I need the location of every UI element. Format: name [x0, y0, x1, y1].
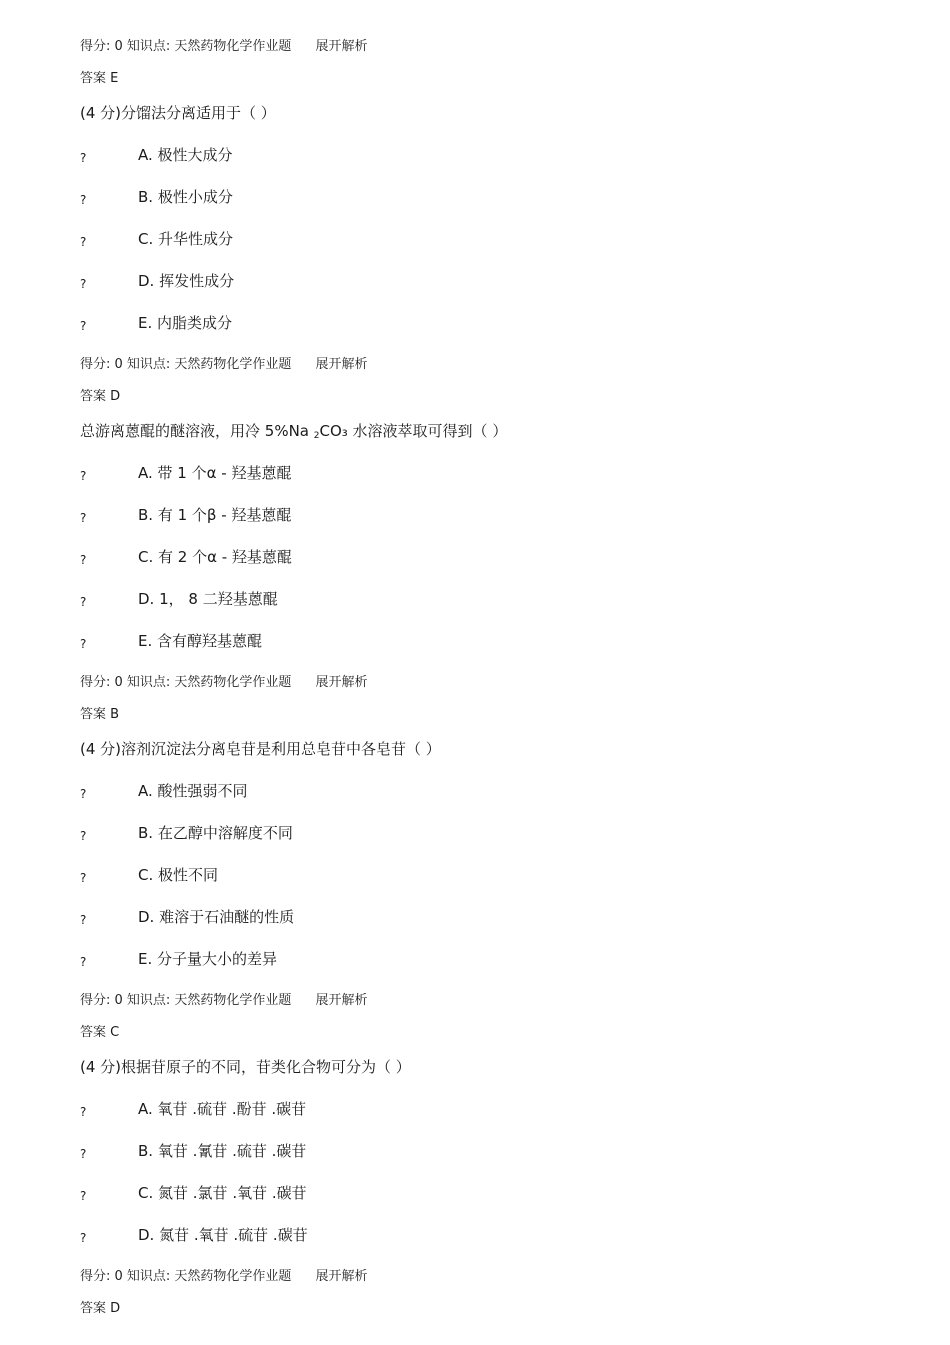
question-text: (4 分)分馏法分离适用于（ ） [80, 104, 276, 122]
option-label: A. 极性大成分 [138, 146, 233, 164]
answer-key: 答案 C [80, 1025, 120, 1040]
question-text-part: CO₃ 水溶液萃取可得到（ ） [319, 422, 508, 440]
answer-option[interactable] [80, 1096, 900, 1138]
question-text: (4 分)溶剂沉淀法分离皂苷是利用总皂苷中各皂苷（ ） [80, 740, 441, 758]
option-marker-icon: ? [80, 235, 87, 249]
option-label: A. 酸性强弱不同 [138, 782, 248, 800]
document-page [80, 34, 900, 1330]
score-line [80, 1264, 900, 1296]
option-marker-icon: ? [80, 1189, 87, 1203]
option-label: E. 内脂类成分 [138, 314, 233, 332]
option-marker-icon: ? [80, 469, 87, 483]
option-marker-icon: ? [80, 787, 87, 801]
option-label: C. 氮苷 .氯苷 .氧苷 .碳苷 [138, 1184, 307, 1202]
answer-option[interactable] [80, 946, 900, 988]
expand-analysis-link[interactable]: 展开解析 [315, 39, 368, 54]
formula-subscript: 2 [313, 431, 320, 441]
answer-key: 答案 D [80, 1301, 121, 1316]
option-marker-icon: ? [80, 829, 87, 843]
answer-option[interactable] [80, 184, 900, 226]
answer-option[interactable] [80, 1138, 900, 1180]
option-label: A. 氧苷 .硫苷 .酚苷 .碳苷 [138, 1100, 307, 1118]
option-label: B. 在乙醇中溶解度不同 [138, 824, 293, 842]
answer-option[interactable] [80, 310, 900, 352]
answer-option[interactable] [80, 544, 900, 586]
option-marker-icon: ? [80, 1105, 87, 1119]
answer-key: 答案 B [80, 707, 120, 722]
option-label: B. 极性小成分 [138, 188, 233, 206]
option-label: D. 氮苷 .氧苷 .硫苷 .碳苷 [138, 1226, 308, 1244]
answer-option[interactable] [80, 862, 900, 904]
answer-option[interactable] [80, 904, 900, 946]
option-marker-icon: ? [80, 319, 87, 333]
option-marker-icon: ? [80, 1147, 87, 1161]
option-marker-icon: ? [80, 871, 87, 885]
option-label: D. 难溶于石油醚的性质 [138, 908, 295, 926]
question-text-part: 总游离蒽醌的醚溶液，用冷 5%Na [80, 422, 314, 440]
option-label: C. 极性不同 [138, 866, 219, 884]
option-label: A. 带 1 个α - 羟基蒽醌 [138, 464, 292, 482]
option-marker-icon: ? [80, 277, 87, 291]
score-line [80, 670, 900, 702]
score-knowledge-text: 得分: 0 知识点: 天然药物化学作业题 [80, 1269, 292, 1284]
option-label: B. 氧苷 .氰苷 .硫苷 .碳苷 [138, 1142, 307, 1160]
answer-option[interactable] [80, 502, 900, 544]
question-text [80, 418, 900, 460]
score-line [80, 988, 900, 1020]
option-marker-icon: ? [80, 595, 87, 609]
option-marker-icon: ? [80, 637, 87, 651]
answer-option[interactable] [80, 628, 900, 670]
option-marker-icon: ? [80, 955, 87, 969]
expand-analysis-link[interactable]: 展开解析 [315, 993, 368, 1008]
answer-option[interactable] [80, 778, 900, 820]
option-marker-icon: ? [80, 193, 87, 207]
score-line [80, 352, 900, 384]
option-label: D. 1， 8 二羟基蒽醌 [138, 590, 278, 608]
option-label: C. 升华性成分 [138, 230, 234, 248]
expand-analysis-link[interactable]: 展开解析 [315, 1269, 368, 1284]
answer-option[interactable] [80, 226, 900, 268]
answer-option[interactable] [80, 586, 900, 628]
option-label: E. 分子量大小的差异 [138, 950, 278, 968]
answer-option[interactable] [80, 1180, 900, 1222]
score-knowledge-text: 得分: 0 知识点: 天然药物化学作业题 [80, 357, 292, 372]
answer-option[interactable] [80, 1222, 900, 1264]
answer-option[interactable] [80, 142, 900, 184]
score-knowledge-text: 得分: 0 知识点: 天然药物化学作业题 [80, 993, 292, 1008]
option-label: D. 挥发性成分 [138, 272, 235, 290]
answer-option[interactable] [80, 460, 900, 502]
answer-option[interactable] [80, 820, 900, 862]
option-marker-icon: ? [80, 511, 87, 525]
option-marker-icon: ? [80, 1231, 87, 1245]
score-knowledge-text: 得分: 0 知识点: 天然药物化学作业题 [80, 675, 292, 690]
score-line [80, 34, 900, 66]
question-text: (4 分)根据苷原子的不同，苷类化合物可分为（ ） [80, 1058, 411, 1076]
answer-option[interactable] [80, 268, 900, 310]
option-marker-icon: ? [80, 553, 87, 567]
answer-key: 答案 D [80, 389, 121, 404]
option-label: B. 有 1 个β - 羟基蒽醌 [138, 506, 292, 524]
expand-analysis-link[interactable]: 展开解析 [315, 675, 368, 690]
option-label: C. 有 2 个α - 羟基蒽醌 [138, 548, 292, 566]
option-marker-icon: ? [80, 913, 87, 927]
expand-analysis-link[interactable]: 展开解析 [315, 357, 368, 372]
score-knowledge-text: 得分: 0 知识点: 天然药物化学作业题 [80, 39, 292, 54]
option-label: E. 含有醇羟基蒽醌 [138, 632, 263, 650]
option-marker-icon: ? [80, 151, 87, 165]
answer-key: 答案 E [80, 71, 119, 86]
